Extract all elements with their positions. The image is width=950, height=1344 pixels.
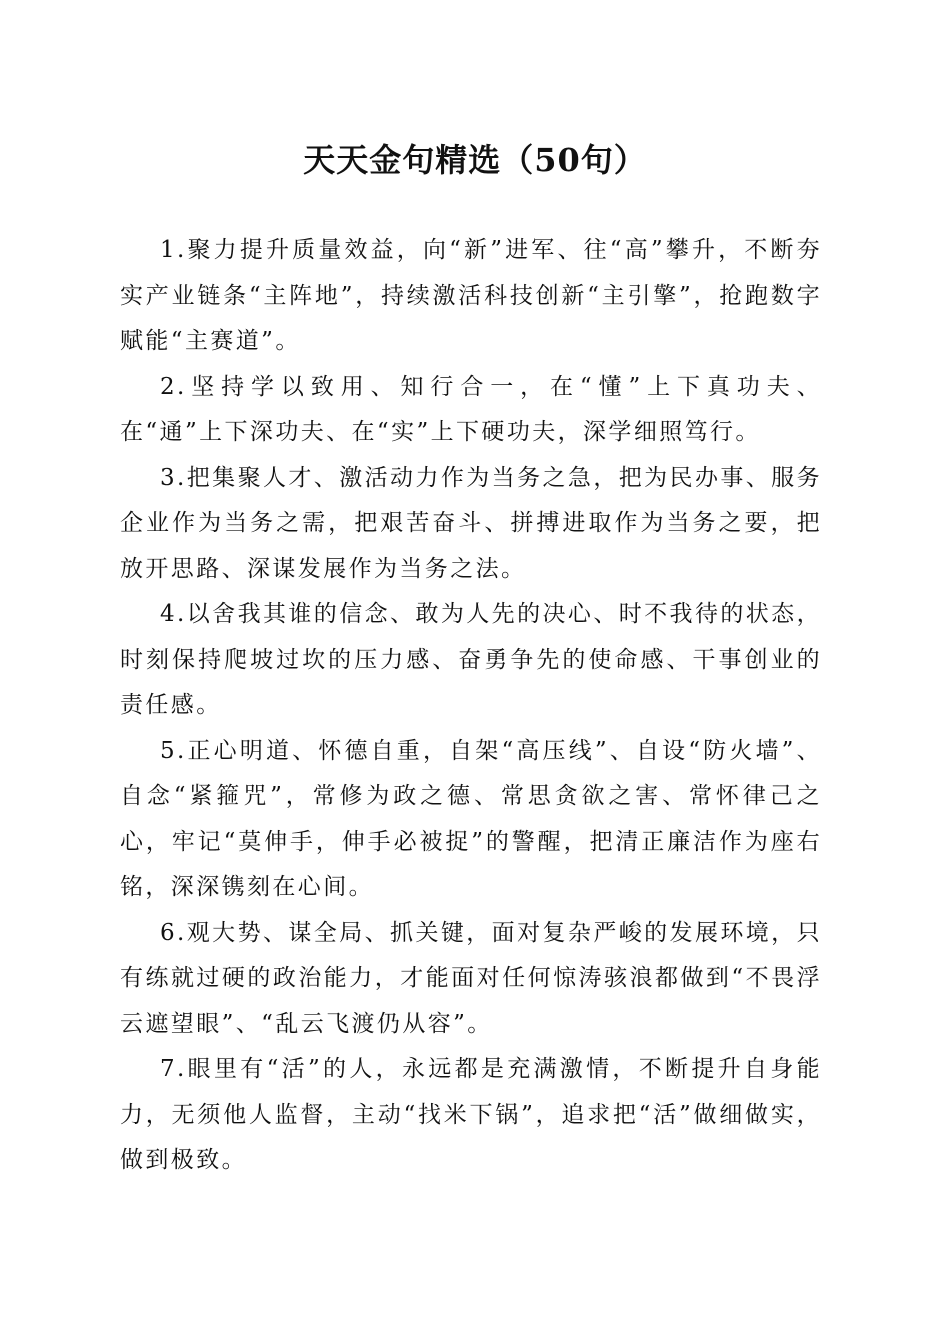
document-body (120, 228, 822, 1184)
quote-paragraph-4: 4.以舍我其谁的信念、敢为人先的决心、时不我待的状态，时刻保持爬坡过坎的压力感、奋勇争先的使命感、干事创业的责任感。 (120, 601, 822, 718)
quote-paragraph-7: 7.眼里有“活”的人，永远都是充满激情，不断提升自身能力，无须他人监督，主动“找米下锅”，追求把“活”做细做实，做到极致。 (120, 1056, 822, 1173)
quote-paragraph-3: 3.把集聚人才、激活动力作为当务之急，把为民办事、服务企业作为当务之需，把艰苦奋斗、拼搏进取作为当务之要，把放开思路、深谋发展作为当务之法。 (120, 464, 822, 582)
page-title: 天天金句精选（50句） (303, 141, 647, 179)
quote-paragraph-2: 2.坚持学以致用、知行合一，在“懂”上下真功夫、在“通”上下深功夫、在“实”上下硬功夫，深学细照笃行。 (120, 373, 822, 445)
quote-paragraph-6: 6.观大势、谋全局、抓关键，面对复杂严峻的发展环境，只有练就过硬的政治能力，才能面对任何惊涛骇浪都做到“不畏浮云遮望眼”、“乱云飞渡仍从容”。 (120, 919, 822, 1037)
quote-paragraph-5: 5.正心明道、怀德自重，自架“高压线”、自设“防火墙”、自念“紧箍咒”，常修为政之德、常思贪欲之害、常怀律己之心，牢记“莫伸手，伸手必被捉”的警醒，把清正廉洁作为座右铭，深深镌刻在心间。 (120, 737, 822, 900)
quote-paragraph-1: 1.聚力提升质量效益，向“新”进军、往“高”攀升，不断夯实产业链条“主阵地”，持续激活科技创新“主引擎”，抢跑数字赋能“主赛道”。 (120, 237, 822, 354)
